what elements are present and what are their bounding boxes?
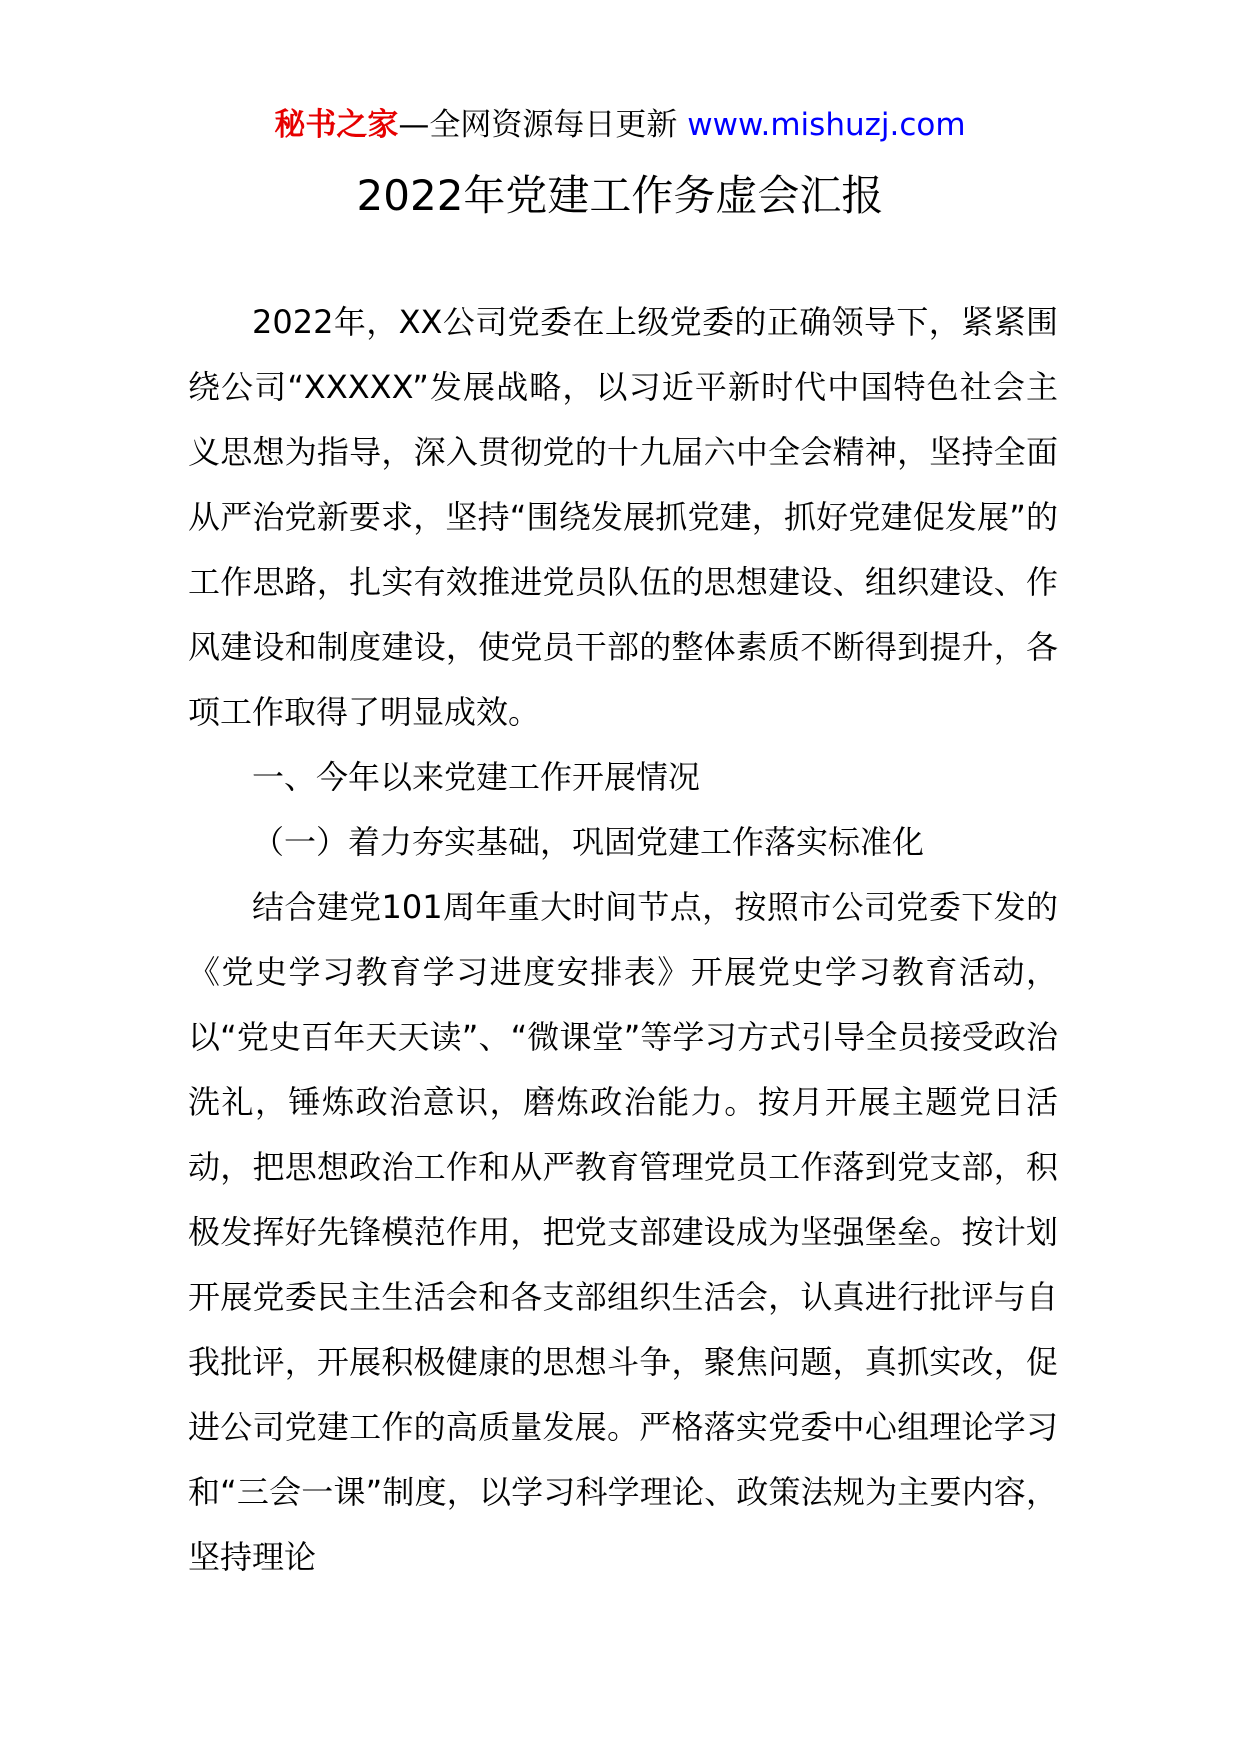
site-slogan: —全网资源每日更新 bbox=[398, 107, 688, 143]
intro-paragraph: 2022年，XX公司党委在上级党委的正确领导下，紧紧围绕公司“XXXXX”发展战略，以习近平新时代中国特色社会主义思想为指导，深入贯彻党的十九届六中全会精神，坚持全面从严治党新要求，坚持“围绕发展抓党建，抓好党建促发展”的工作思路，扎实有效推进党员队伍的思想建设、组织建设、作风建设和制度建设，使党员干部的整体素质不断得到提升，各项工作取得了明显成效。 bbox=[188, 303, 1058, 731]
document-body bbox=[188, 290, 1058, 1590]
section-heading-1: 一、今年以来党建工作开展情况 bbox=[252, 758, 701, 796]
subsection-heading-1: （一）着力夯实基础，巩固党建工作落实标准化 bbox=[252, 823, 925, 861]
body-paragraph-1: 结合建党101周年重大时间节点，按照市公司党委下发的《党史学习教育学习进度安排表》开展党史学习教育活动，以“党史百年天天读”、“微课堂”等学习方式引导全员接受政治洗礼，锤炼政治意识，磨炼政治能力。按月开展主题党日活动，把思想政治工作和从严教育管理党员工作落到党支部，积极发挥好先锋模范作用，把党支部建设成为坚强堡垒。按计划开展党委民主生活会和各支部组织生活会，认真进行批评与自我批评，开展积极健康的思想斗争，聚焦问题，真抓实改，促进公司党建工作的高质量发展。严格落实党委中心组理论学习和“三会一课”制度，以学习科学理论、政策法规为主要内容，坚持理论 bbox=[188, 888, 1058, 1576]
site-url-link[interactable]: www.mishuzj.com bbox=[687, 107, 966, 143]
document-title: 2022年党建工作务虚会汇报 bbox=[356, 171, 884, 220]
site-brand-name: 秘书之家 bbox=[274, 107, 399, 143]
site-banner bbox=[0, 100, 1240, 150]
